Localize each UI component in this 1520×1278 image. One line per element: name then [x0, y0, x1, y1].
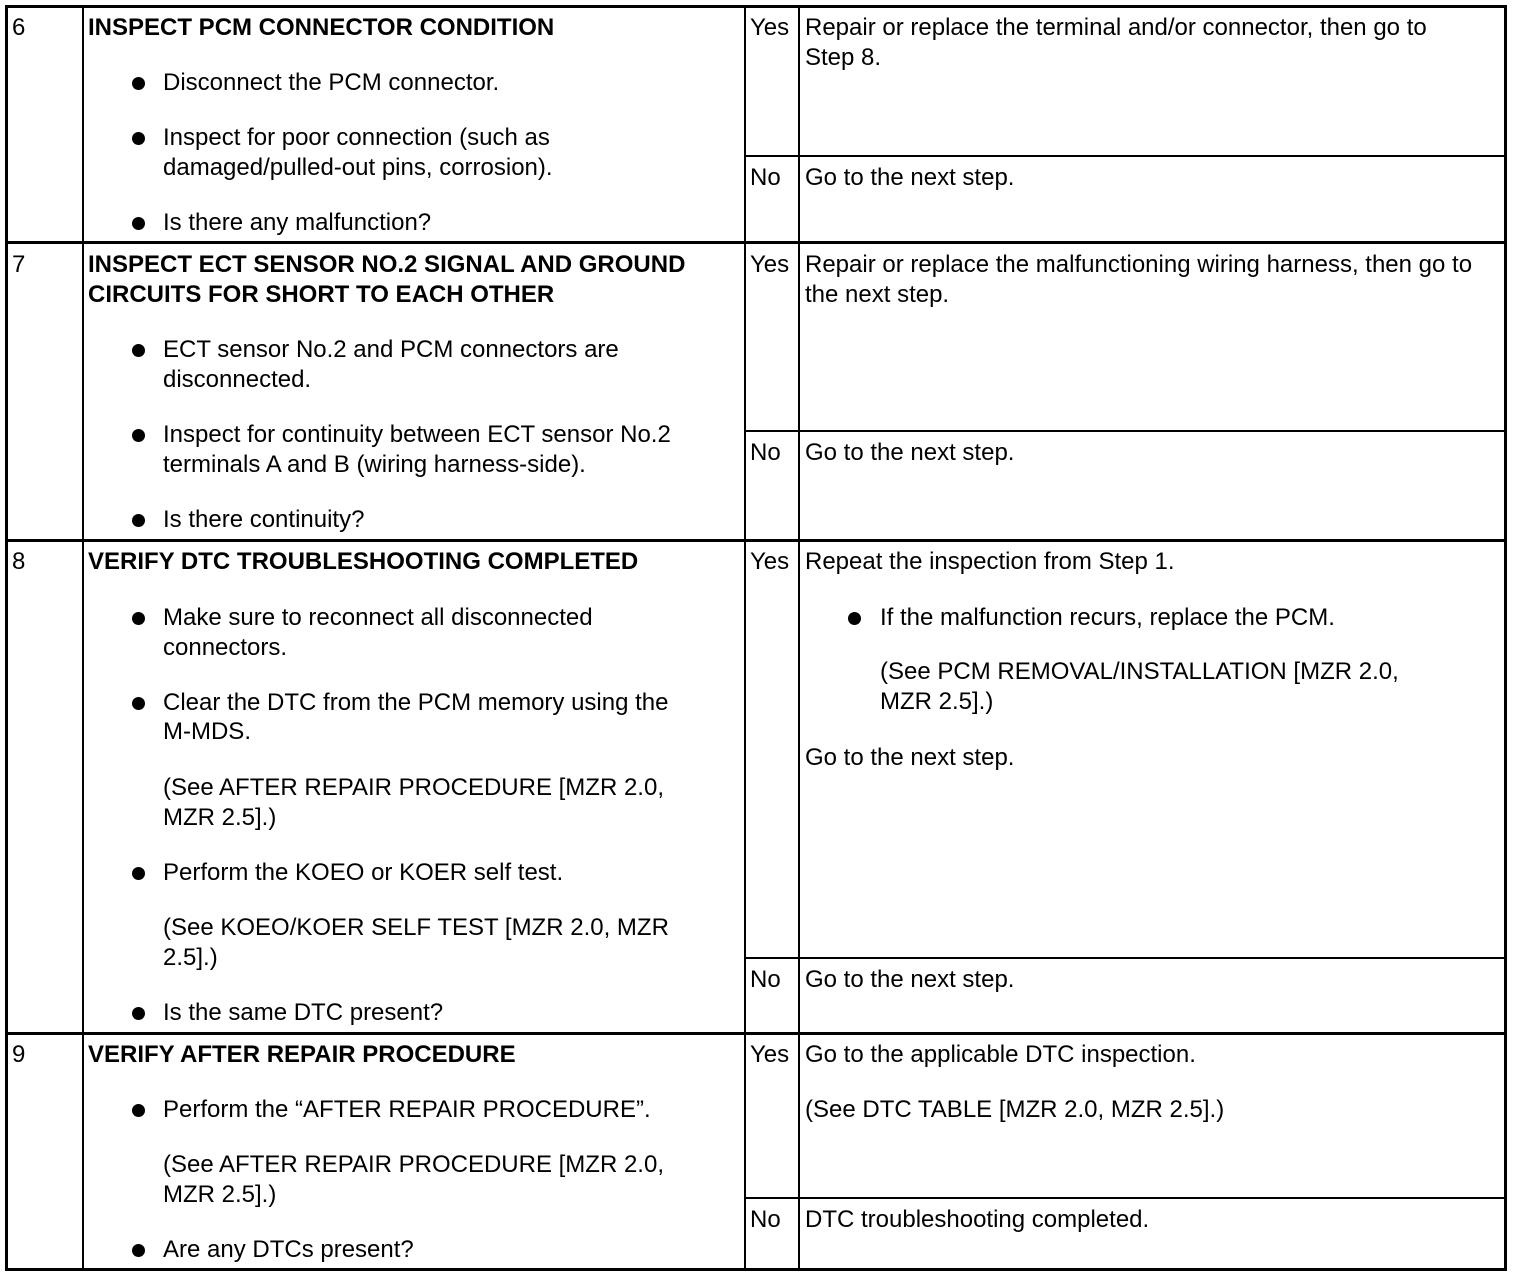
action-text: Clear the DTC from the PCM memory using the — [163, 689, 669, 716]
no-label: No — [750, 439, 781, 466]
bullet-icon — [132, 344, 145, 357]
action-question: Is there any malfunction? — [163, 209, 432, 236]
no-result: Go to the next step. — [805, 439, 1015, 466]
row-separator — [7, 241, 1507, 244]
action-text: Make sure to reconnect all disconnected — [163, 604, 593, 631]
yes-label: Yes — [750, 548, 790, 575]
bullet-icon — [132, 867, 145, 880]
action-question: Are any DTCs present? — [163, 1236, 414, 1263]
yes-result-bullet: If the malfunction recurs, replace the PCM. — [880, 604, 1335, 631]
step-title: INSPECT PCM CONNECTOR CONDITION — [88, 14, 555, 41]
yes-no-separator — [745, 155, 1507, 157]
yes-result: Repair or replace the malfunctioning wiring harness, then go to — [805, 251, 1473, 278]
yes-result: Go to the applicable DTC inspection. — [805, 1041, 1196, 1068]
row-separator — [7, 539, 1507, 542]
bullet-icon — [132, 217, 145, 230]
reference-note: (See KOEO/KOER SELF TEST [MZR 2.0, MZR — [163, 914, 669, 941]
yes-no-separator — [745, 957, 1507, 959]
step-title: INSPECT ECT SENSOR NO.2 SIGNAL AND GROUND — [88, 251, 686, 278]
reference-note: MZR 2.5].) — [163, 804, 277, 831]
action-text: damaged/pulled-out pins, corrosion). — [163, 154, 553, 181]
step-number: 7 — [12, 251, 26, 278]
bullet-icon — [132, 429, 145, 442]
yes-result: Go to the next step. — [805, 744, 1015, 771]
bullet-icon — [132, 1244, 145, 1257]
step-title: VERIFY AFTER REPAIR PROCEDURE — [88, 1041, 516, 1068]
reference-note: (See AFTER REPAIR PROCEDURE [MZR 2.0, — [163, 774, 664, 801]
action-text: Perform the “AFTER REPAIR PROCEDURE”. — [163, 1096, 651, 1123]
yes-result: the next step. — [805, 281, 950, 308]
no-label: No — [750, 164, 781, 191]
yes-result: Step 8. — [805, 44, 882, 71]
yes-no-separator — [745, 430, 1507, 432]
column-divider-step — [82, 7, 84, 1270]
yes-no-separator — [745, 1197, 1507, 1199]
no-result: Go to the next step. — [805, 164, 1015, 191]
reference-note: (See DTC TABLE [MZR 2.0, MZR 2.5].) — [805, 1096, 1225, 1123]
no-label: No — [750, 1206, 781, 1233]
bullet-icon — [132, 77, 145, 90]
reference-note: (See AFTER REPAIR PROCEDURE [MZR 2.0, — [163, 1151, 664, 1178]
no-label: No — [750, 966, 781, 993]
action-text: disconnected. — [163, 366, 312, 393]
bullet-icon — [132, 132, 145, 145]
step-number: 9 — [12, 1041, 26, 1068]
no-result: DTC troubleshooting completed. — [805, 1206, 1150, 1233]
yes-result: Repair or replace the terminal and/or connector, then go to — [805, 14, 1427, 41]
action-text: terminals A and B (wiring harness-side). — [163, 451, 586, 478]
yes-label: Yes — [750, 1041, 790, 1068]
reference-note: MZR 2.5].) — [880, 688, 994, 715]
column-divider-result — [798, 7, 800, 1270]
step-number: 6 — [12, 14, 26, 41]
action-text: Perform the KOEO or KOER self test. — [163, 859, 564, 886]
yes-result: Repeat the inspection from Step 1. — [805, 548, 1175, 575]
bullet-icon — [132, 612, 145, 625]
yes-label: Yes — [750, 251, 790, 278]
action-question: Is there continuity? — [163, 506, 365, 533]
yes-label: Yes — [750, 14, 790, 41]
action-text: connectors. — [163, 634, 288, 661]
bullet-icon — [132, 1104, 145, 1117]
bullet-icon — [132, 514, 145, 527]
action-text: M-MDS. — [163, 718, 251, 745]
step-title: CIRCUITS FOR SHORT TO EACH OTHER — [88, 281, 555, 308]
action-question: Is the same DTC present? — [163, 999, 444, 1026]
reference-note: MZR 2.5].) — [163, 1181, 277, 1208]
action-text: Inspect for poor connection (such as — [163, 124, 550, 151]
column-divider-action — [744, 7, 746, 1270]
reference-note: 2.5].) — [163, 944, 218, 971]
action-text: Disconnect the PCM connector. — [163, 69, 500, 96]
no-result: Go to the next step. — [805, 966, 1015, 993]
row-separator — [7, 1032, 1507, 1035]
bullet-icon — [132, 697, 145, 710]
action-text: ECT sensor No.2 and PCM connectors are — [163, 336, 619, 363]
bullet-icon — [132, 1007, 145, 1020]
step-title: VERIFY DTC TROUBLESHOOTING COMPLETED — [88, 548, 639, 575]
action-text: Inspect for continuity between ECT sensor No.2 — [163, 421, 671, 448]
step-number: 8 — [12, 548, 26, 575]
reference-note: (See PCM REMOVAL/INSTALLATION [MZR 2.0, — [880, 658, 1399, 685]
bullet-icon — [848, 612, 861, 625]
